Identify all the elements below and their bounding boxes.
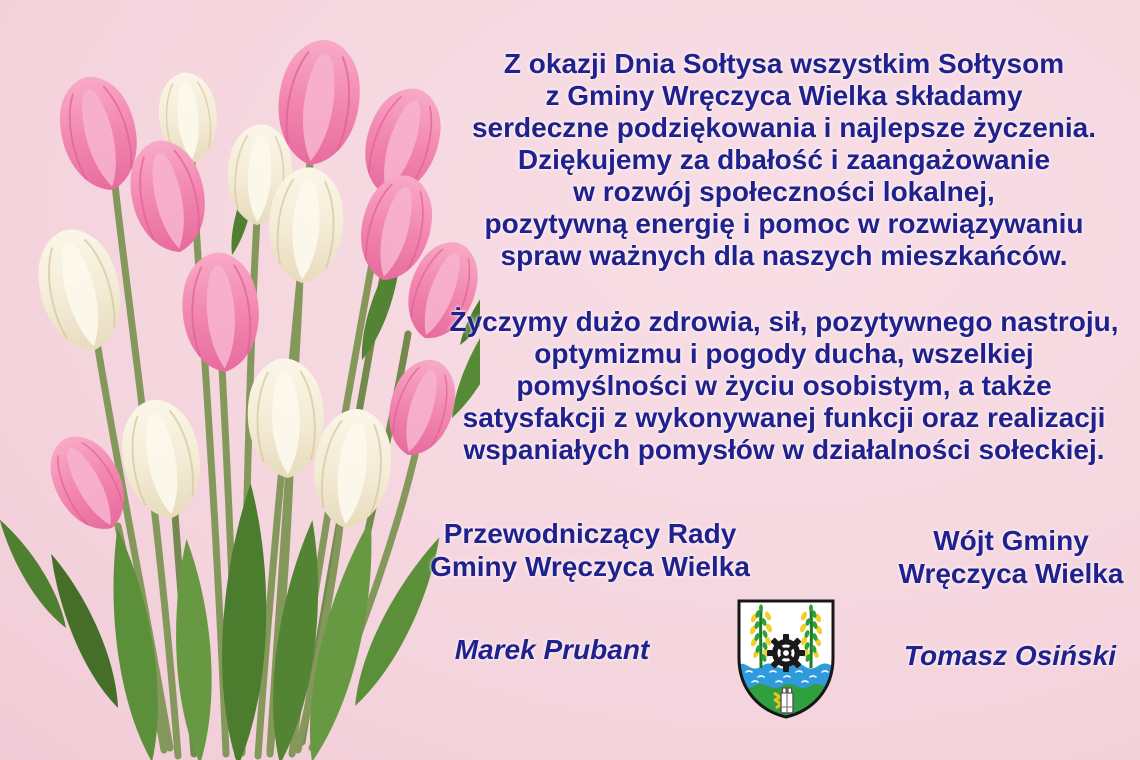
greeting-line: Z okazji Dnia Sołtysa wszystkim Sołtysom xyxy=(503,48,1065,79)
greeting-line: pozytywną energię i pomoc w rozwiązywaniu xyxy=(484,208,1084,239)
signature-title-line: Wręczyca Wielka xyxy=(898,558,1124,589)
crest-cogwheel xyxy=(767,634,805,672)
greeting-line: wspaniałych pomysłów w działalności sołeckiej. xyxy=(463,434,1105,465)
greeting-line: pomyślności w życiu osobistym, a także xyxy=(516,370,1052,401)
signature-left-title xyxy=(418,517,762,583)
greeting-line: optymizmu i pogody ducha, wszelkiej xyxy=(534,338,1034,369)
signature-right-name: Tomasz Osiński xyxy=(903,640,1117,671)
coat-of-arms-icon xyxy=(734,596,838,724)
greeting-line: z Gminy Wręczyca Wielka składamy xyxy=(545,80,1023,111)
signature-left-name: Marek Prubant xyxy=(454,634,650,665)
greeting-line: w rozwój społeczności lokalnej, xyxy=(573,176,995,207)
signature-title-line: Przewodniczący Rady xyxy=(443,518,737,549)
greeting-text xyxy=(428,48,1140,466)
greeting-line: satysfakcji z wykonywanej funkcji oraz realizacji xyxy=(462,402,1106,433)
greeting-line: serdeczne podziękowania i najlepsze życzenia. xyxy=(471,112,1096,143)
greeting-paragraph-2 xyxy=(428,306,1140,466)
greeting-line: spraw ważnych dla naszych mieszkańców. xyxy=(500,240,1068,271)
signature-title-line: Wójt Gminy xyxy=(933,525,1089,556)
signature-title-line: Gminy Wręczyca Wielka xyxy=(430,551,750,582)
signature-right-title xyxy=(860,524,1140,590)
greeting-paragraph-1 xyxy=(428,48,1140,272)
greeting-line: Dziękujemy za dbałość i zaangażowanie xyxy=(517,144,1051,175)
greeting-line: Życzymy dużo zdrowia, sił, pozytywnego nastroju, xyxy=(449,306,1119,337)
